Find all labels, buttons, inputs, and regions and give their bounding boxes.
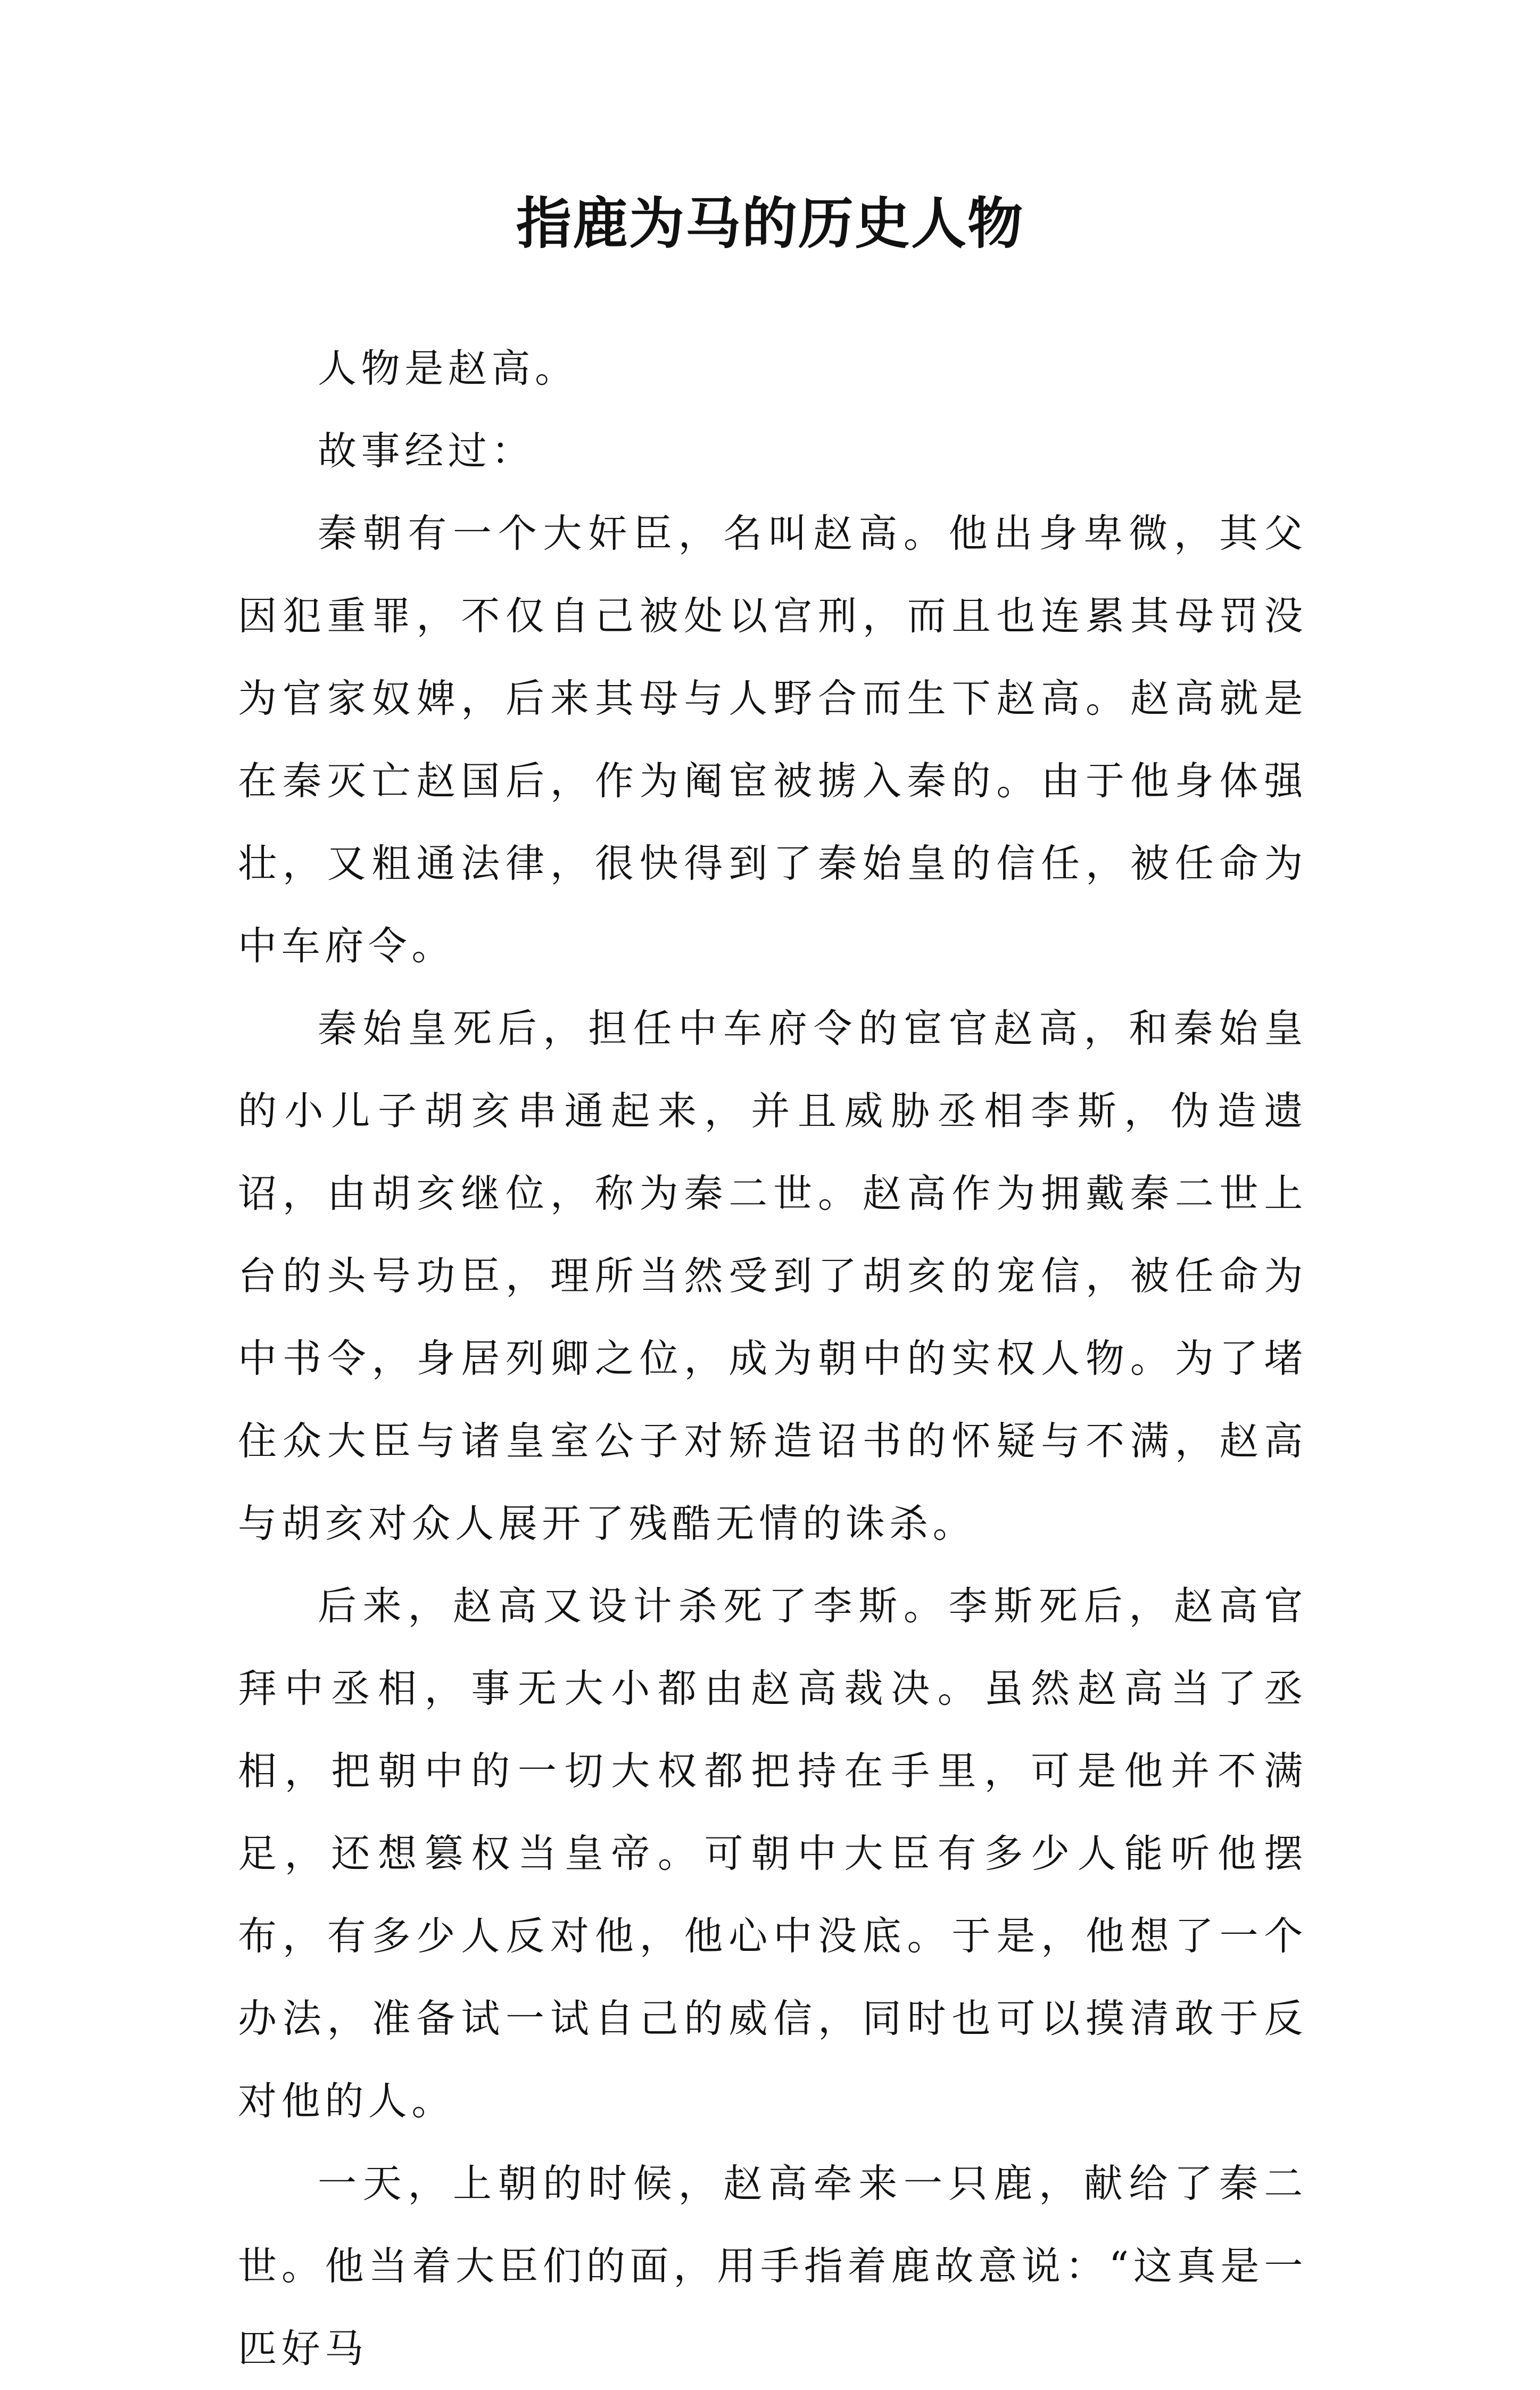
paragraph-deer-presented: 一天，上朝的时候，赵高牵来一只鹿，献给了秦二世。他当着大臣们的面，用手指着鹿故意说：“这真是一匹好马 bbox=[238, 2161, 1307, 2371]
paragraph-li-si-killed: 后来，赵高又设计杀死了李斯。李斯死后，赵高官拜中丞相，事无大小都由赵高裁决。虽然赵高当了丞相，把朝中的一切大权都把持在手里，可是他并不满足，还想篡权当皇帝。可朝中大臣有多少人能听他摆布，有多少人反对他，他心中没底。于是，他想了一个办法，准备试一试自己的威信，同时也可以摸清敢于反对他的人。 bbox=[238, 1584, 1307, 2124]
paragraph-story-heading: 故事经过： bbox=[318, 428, 535, 474]
paragraph-zhao-gao-origin: 秦朝有一个大奸臣，名叫赵高。他出身卑微，其父因犯重罪，不仅自己被处以宫刑，而且也连累其母罚没为官家奴婢，后来其母与人野合而生下赵高。赵高就是在秦灭亡赵国后，作为阉宦被掳入秦的。由于他身体强壮，又粗通法律，很快得到了秦始皇的信任，被任命为中车府令。 bbox=[238, 511, 1307, 969]
document-title: 指鹿为马的历史人物 bbox=[516, 191, 1024, 256]
paragraph-person: 人物是赵高。 bbox=[318, 346, 578, 391]
paragraph-after-qin-shi-huang: 秦始皇死后，担任中车府令的宦官赵高，和秦始皇的小儿子胡亥串通起来，并且威胁丞相李斯，伪造遗诏，由胡亥继位，称为秦二世。赵高作为拥戴秦二世上台的头号功臣，理所当然受到了胡亥的宠信，被任命为中书令，身居列卿之位，成为朝中的实权人物。为了堵住众大臣与诸皇室公子对矫造诏书的怀疑与不满，赵高与胡亥对众人展开了残酷无情的诛杀。 bbox=[238, 1006, 1307, 1546]
document-body bbox=[238, 327, 1307, 2390]
